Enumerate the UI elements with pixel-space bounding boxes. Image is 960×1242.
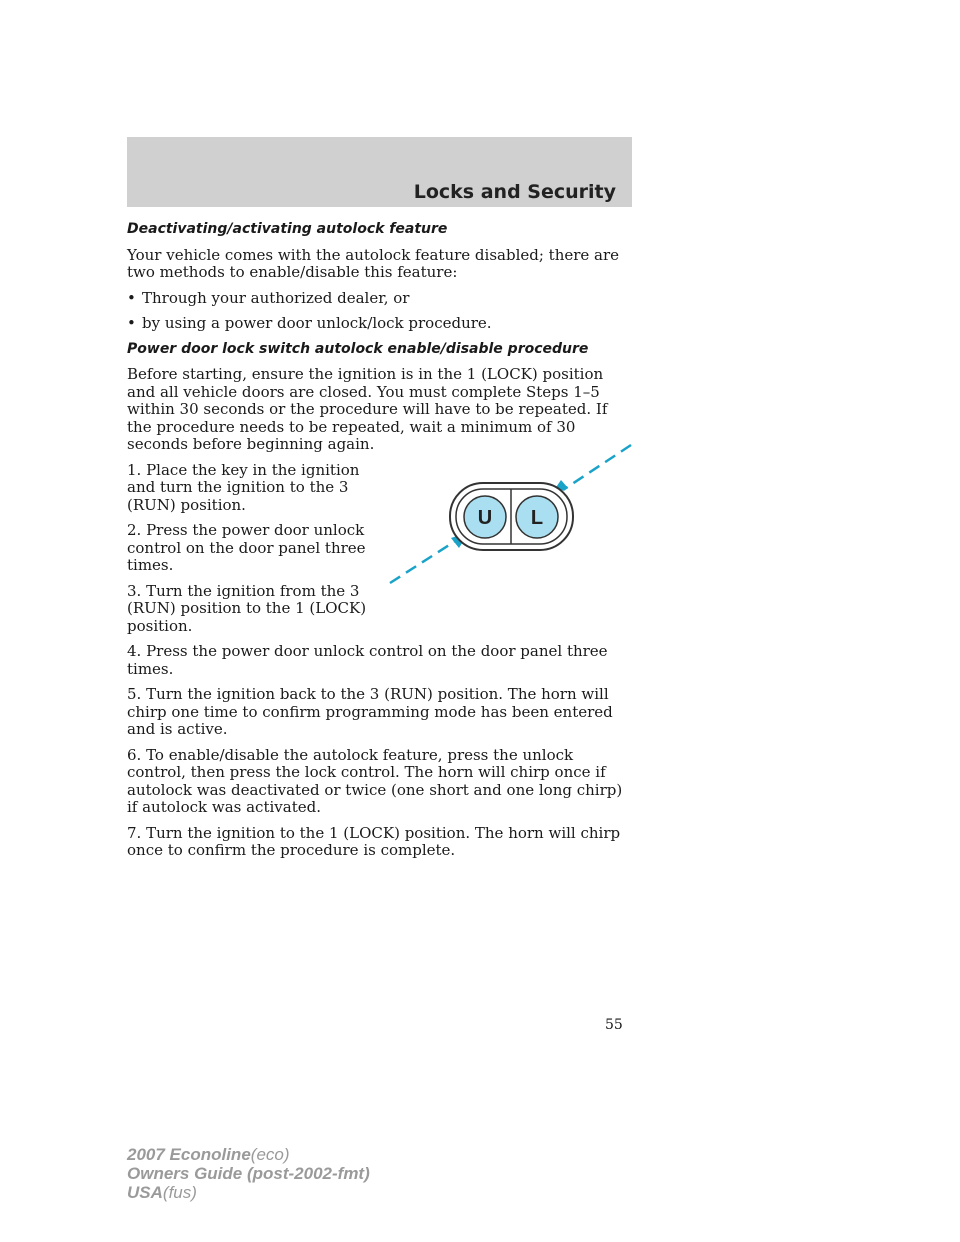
bullet-symbol: • (127, 314, 136, 332)
footer-market-code: (fus) (162, 1183, 197, 1202)
footer-model: 2007 Econoline (127, 1145, 251, 1164)
page-number: 55 (605, 1017, 623, 1033)
list-item (127, 290, 632, 308)
bullet-text: Through your authorized dealer, or (142, 288, 410, 307)
step-1: 1. Place the key in the ignition and turn the ignition to the 3 (RUN) position. (127, 460, 360, 514)
step-2: 2. Press the power door unlock control on the door panel three times. (127, 521, 366, 574)
bullet-symbol: • (127, 288, 136, 307)
step-3: 3. Turn the ignition from the 3 (RUN) position to the 1 (LOCK) position. (127, 581, 367, 635)
footer-line-2 (127, 1164, 370, 1183)
before-paragraph: Before starting, ensure the ignition is in the 1 (LOCK) position and all vehicle doors are closed. You must complete Steps 1–5 within 30 seconds or the procedure will have to be repeated. If the procedure needs to be repeated, wait a minimum of 30 seconds before beginning again. (127, 365, 608, 453)
unlock-label: U (477, 507, 493, 529)
footer-market: USA (127, 1183, 163, 1202)
footer-line-3 (127, 1183, 370, 1202)
intro-paragraph: Your vehicle comes with the autolock feature disabled; there are two methods to enable/disable this feature: (127, 245, 620, 281)
footer-model-code: (eco) (250, 1145, 290, 1164)
step-5: 5. Turn the ignition back to the 3 (RUN) position. The horn will chirp one time to confirm programming mode has been entered and is active. (127, 685, 613, 738)
bullet-text: by using a power door unlock/lock procedure. (142, 314, 492, 332)
door-lock-switch-figure (385, 440, 635, 590)
list-item (127, 315, 632, 333)
section-title: Locks and Security (413, 181, 616, 203)
leader-line-lower (390, 540, 457, 583)
heading-autolock: Deactivating/activating autolock feature (127, 221, 448, 237)
section-header-band (127, 137, 632, 207)
lock-label: L (530, 507, 544, 529)
step-6: 6. To enable/disable the autolock feature, press the unlock control, then press the lock control. The horn will chirp once if autolock was deactivated or twice (one short and one long chirp) if autolock was activated. (127, 745, 623, 816)
step-4: 4. Press the power door unlock control on the door panel three times. (127, 642, 608, 678)
footer (127, 1145, 370, 1202)
step-7: 7. Turn the ignition to the 1 (LOCK) position. The horn will chirp once to confirm the procedure is complete. (127, 823, 621, 859)
footer-guide: Owners Guide (post-2002-fmt) (127, 1164, 370, 1183)
heading-procedure: Power door lock switch autolock enable/disable procedure (127, 340, 589, 357)
footer-line-1 (127, 1145, 370, 1164)
leader-line-upper (563, 445, 631, 490)
